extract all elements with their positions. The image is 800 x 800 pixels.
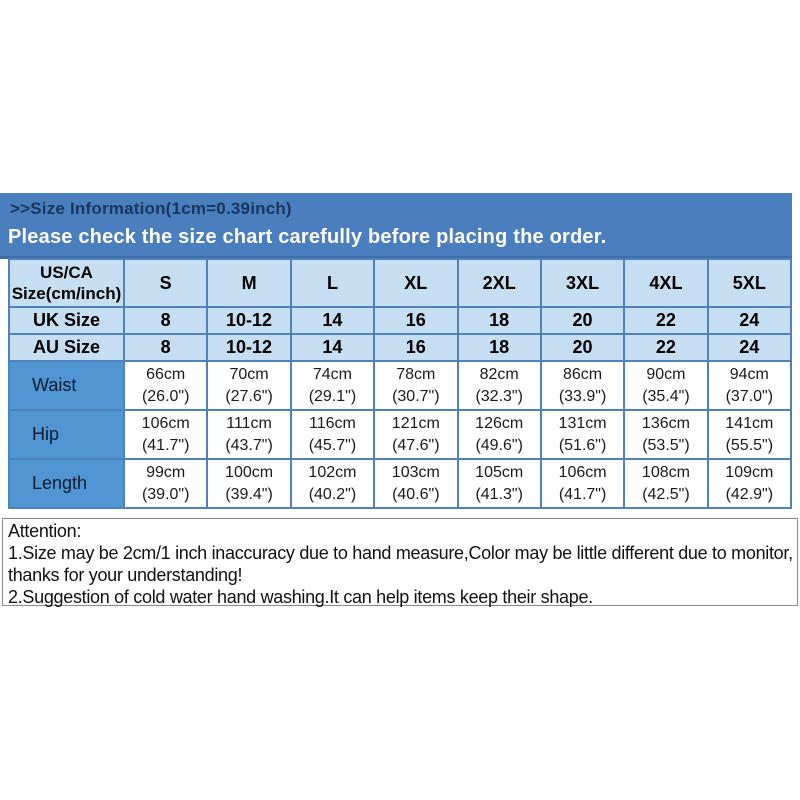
table-cell: 82cm (32.3")	[458, 361, 541, 410]
attention-note-1-wrap: thanks for your understanding!	[8, 565, 243, 585]
size-info-title: >>Size Information(1cm=0.39inch)	[10, 199, 292, 218]
attention-note-1: 1.Size may be 2cm/1 inch inaccuracy due to hand measure,Color may be little different due to monitor,	[8, 543, 793, 563]
attention-title: Attention:	[8, 521, 82, 541]
table-cell: 106cm (41.7")	[124, 410, 207, 459]
table-cell: 70cm (27.6")	[207, 361, 290, 410]
uk-size-label: UK Size	[9, 307, 124, 334]
table-cell: 20	[541, 307, 624, 334]
table-cell: 102cm (40.2")	[291, 459, 374, 508]
table-cell: 108cm (42.5")	[624, 459, 707, 508]
table-cell: 105cm (41.3")	[458, 459, 541, 508]
hip-label: Hip	[9, 410, 124, 459]
table-cell: 100cm (39.4")	[207, 459, 290, 508]
table-cell: 18	[458, 307, 541, 334]
length-row	[9, 459, 791, 508]
table-header-row	[9, 259, 791, 307]
table-cell: 66cm (26.0")	[124, 361, 207, 410]
table-cell: 74cm (29.1")	[291, 361, 374, 410]
hip-row	[9, 410, 791, 459]
table-cell: 22	[624, 334, 707, 361]
size-column-header: 4XL	[624, 259, 707, 307]
table-cell: 16	[374, 307, 457, 334]
order-notice: Please check the size chart carefully before placing the order.	[8, 226, 607, 248]
table-cell: 78cm (30.7")	[374, 361, 457, 410]
waist-label: Waist	[9, 361, 124, 410]
attention-note-2: 2.Suggestion of cold water hand washing.It can help items keep their shape.	[8, 587, 593, 607]
waist-row	[9, 361, 791, 410]
size-table	[8, 258, 792, 509]
table-cell: 14	[291, 307, 374, 334]
corner-line2: Size(cm/inch)	[11, 284, 122, 303]
header-bar	[0, 193, 792, 259]
table-cell: 22	[624, 307, 707, 334]
table-cell: 94cm (37.0")	[708, 361, 791, 410]
table-cell: 126cm (49.6")	[458, 410, 541, 459]
size-column-header: 2XL	[458, 259, 541, 307]
attention-box	[2, 518, 798, 606]
size-column-header: XL	[374, 259, 457, 307]
table-cell: 103cm (40.6")	[374, 459, 457, 508]
table-cell: 10-12	[207, 307, 290, 334]
table-cell: 24	[708, 334, 791, 361]
size-column-header: S	[124, 259, 207, 307]
table-cell: 90cm (35.4")	[624, 361, 707, 410]
table-cell: 141cm (55.5")	[708, 410, 791, 459]
uk-size-row	[9, 307, 791, 334]
table-cell: 121cm (47.6")	[374, 410, 457, 459]
table-cell: 14	[291, 334, 374, 361]
table-cell: 24	[708, 307, 791, 334]
size-column-header: 3XL	[541, 259, 624, 307]
table-cell: 18	[458, 334, 541, 361]
table-cell: 111cm (43.7")	[207, 410, 290, 459]
table-cell: 8	[124, 307, 207, 334]
table-cell: 16	[374, 334, 457, 361]
table-cell: 136cm (53.5")	[624, 410, 707, 459]
table-cell: 116cm (45.7")	[291, 410, 374, 459]
table-cell: 8	[124, 334, 207, 361]
table-cell: 109cm (42.9")	[708, 459, 791, 508]
table-cell: 99cm (39.0")	[124, 459, 207, 508]
size-column-header: 5XL	[708, 259, 791, 307]
table-cell: 106cm (41.7")	[541, 459, 624, 508]
au-size-row	[9, 334, 791, 361]
corner-cell	[9, 259, 124, 307]
au-size-label: AU Size	[9, 334, 124, 361]
size-column-header: M	[207, 259, 290, 307]
table-cell: 20	[541, 334, 624, 361]
length-label: Length	[9, 459, 124, 508]
size-column-header: L	[291, 259, 374, 307]
table-cell: 131cm (51.6")	[541, 410, 624, 459]
table-cell: 86cm (33.9")	[541, 361, 624, 410]
corner-line1: US/CA	[40, 263, 93, 282]
table-cell: 10-12	[207, 334, 290, 361]
